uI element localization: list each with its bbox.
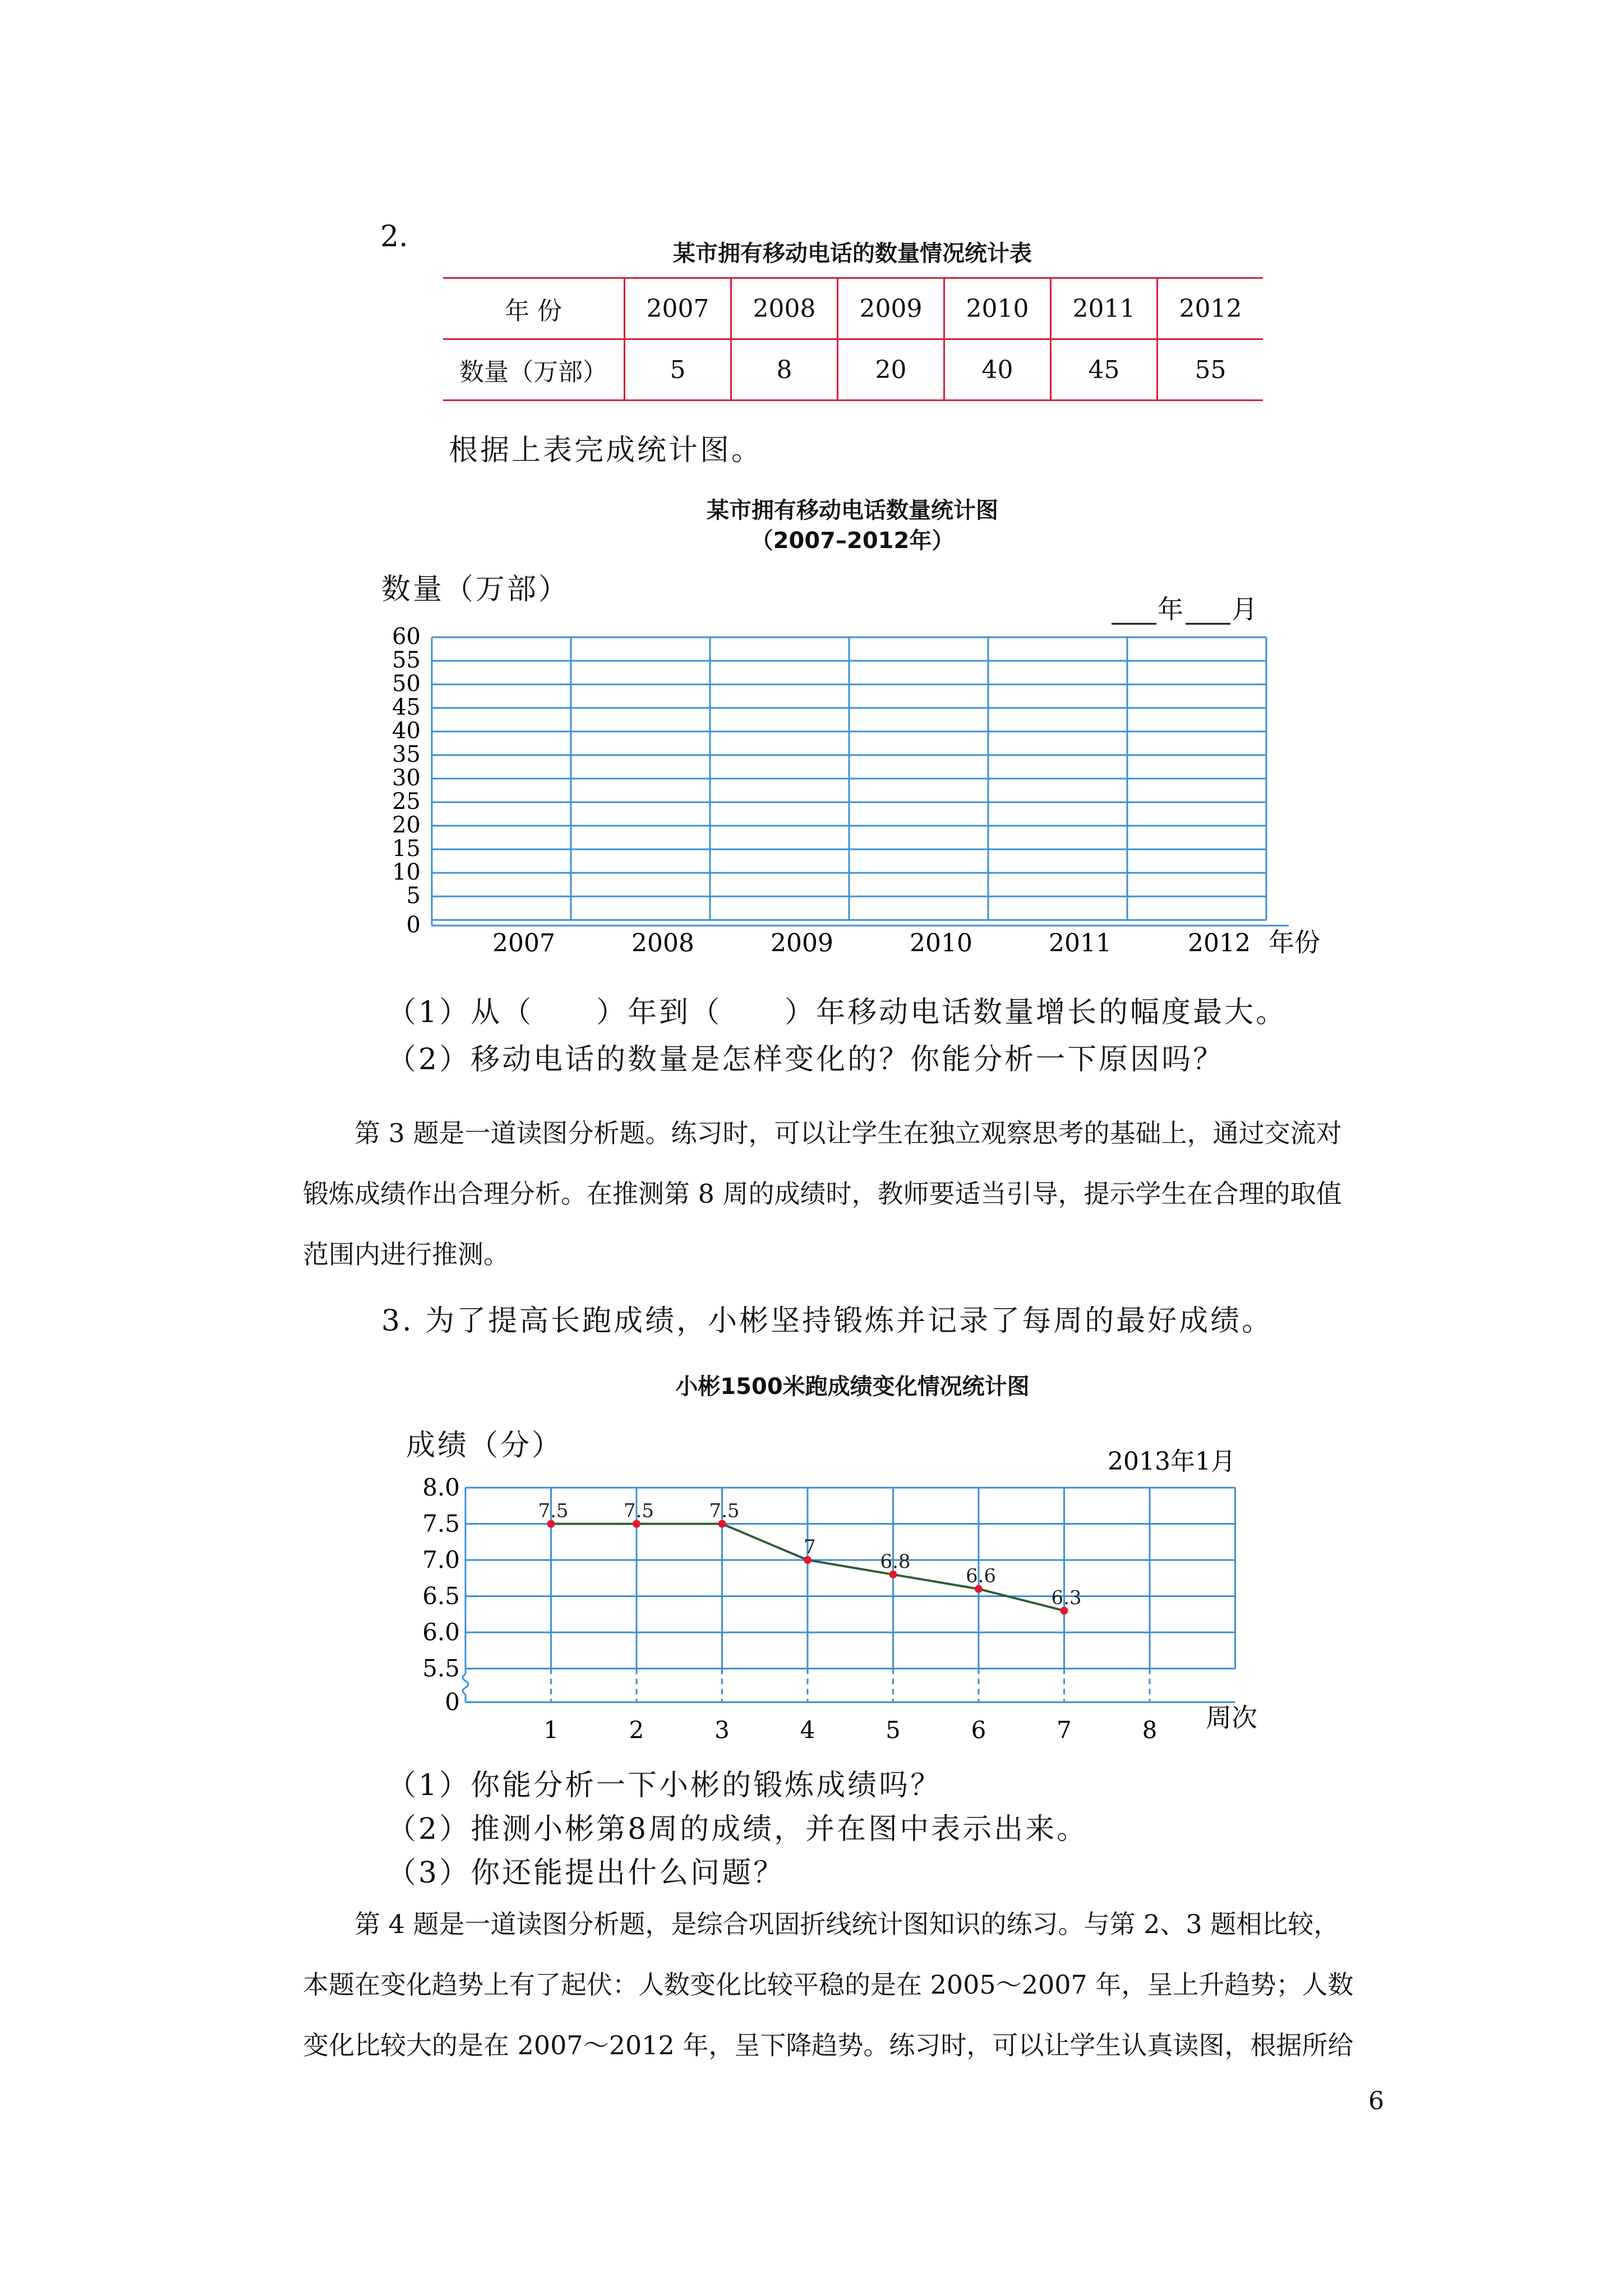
- data-label: 6.8: [880, 1550, 911, 1573]
- date-month-suffix: 月: [1232, 594, 1257, 624]
- data-label: 6.3: [1051, 1586, 1082, 1609]
- x-tick-label: 4: [800, 1716, 815, 1744]
- guide4-line: 本题在变化趋势上有了起伏：人数变化比较平稳的是在 2005～2007 年，呈上升趋势；人数: [303, 1970, 1354, 2000]
- data-label: 7.5: [709, 1499, 740, 1522]
- y-tick-label: 7.5: [422, 1510, 460, 1538]
- table-cell: 2010: [944, 278, 1051, 339]
- table-cell: 20: [838, 339, 944, 401]
- axis-break-icon: [463, 1674, 468, 1695]
- table-cell: 40: [944, 339, 1051, 401]
- table-cell: 5: [625, 339, 731, 401]
- table-row-years: [443, 278, 1263, 339]
- guide-paragraph-4: [303, 1894, 1396, 2076]
- table-row-label: 数量（万部）: [443, 339, 625, 401]
- x-tick-label: 2: [629, 1716, 644, 1744]
- q2-stat-table: [443, 277, 1263, 401]
- x-tick-label: 1: [543, 1716, 559, 1744]
- chart1-svg: [370, 583, 1335, 976]
- table-cell: 45: [1051, 339, 1158, 401]
- guide3-line: 锻炼成绩作出合理分析。在推测第 8 周的成绩时，教师要适当引导，提示学生在合理的取值: [303, 1179, 1342, 1209]
- y-tick-label: 15: [392, 836, 421, 862]
- y-tick-label: 45: [392, 694, 421, 720]
- y-tick-label: 6.5: [422, 1582, 460, 1610]
- y-tick-label: 20: [392, 812, 421, 838]
- chart1-title: 某市拥有移动电话数量统计图: [707, 498, 998, 523]
- table-cell: 2008: [731, 278, 838, 339]
- chart2-xlabel: 周次: [1206, 1703, 1257, 1733]
- x-tick-label: 7: [1057, 1716, 1072, 1744]
- guide3-line: 第 3 题是一道读图分析题。练习时，可以让学生在独立观察思考的基础上，通过交流对: [354, 1118, 1342, 1148]
- table-cell: 8: [731, 339, 838, 401]
- data-label: 7: [804, 1536, 816, 1558]
- table-header-label: 年 份: [443, 278, 625, 339]
- chart2-title: 小彬1500米跑成绩变化情况统计图: [675, 1374, 1030, 1400]
- chart1-xlabel: 年份: [1269, 927, 1320, 958]
- y-tick-label: 10: [392, 859, 421, 885]
- x-tick-label: 2009: [771, 929, 833, 958]
- q3-question-1: （1）你能分析一下小彬的锻炼成绩吗？: [387, 1769, 942, 1802]
- y-tick-label: 0: [445, 1688, 460, 1716]
- x-tick-label: 2007: [492, 929, 555, 958]
- q2-instruction: 根据上表完成统计图。: [449, 434, 763, 467]
- table-cell: 55: [1158, 339, 1264, 401]
- y-tick-label: 25: [392, 789, 421, 815]
- chart2-ylabel: 成绩（分）: [406, 1429, 564, 1462]
- q3-intro: 3. 为了提高长跑成绩，小彬坚持锻炼并记录了每周的最好成绩。: [381, 1304, 1274, 1338]
- table-cell: 2012: [1158, 278, 1264, 339]
- y-tick-label: 7.0: [422, 1546, 460, 1573]
- table-cell: 2011: [1051, 278, 1158, 339]
- page-number: 6: [1368, 2087, 1384, 2115]
- data-label: 7.5: [623, 1499, 654, 1522]
- x-tick-label: 2011: [1049, 929, 1112, 958]
- q3-question-3: （3）你还能提出什么问题？: [387, 1856, 785, 1890]
- question-2-number: 2.: [380, 220, 408, 254]
- x-tick-label: 3: [714, 1716, 730, 1744]
- guide4-line: 变化比较大的是在 2007～2012 年，呈下降趋势。练习时，可以让学生认真读图，根据所给: [303, 2030, 1354, 2060]
- guide3-line: 范围内进行推测。: [303, 1239, 509, 1269]
- y-tick-label: 40: [392, 718, 421, 744]
- x-tick-label: 5: [886, 1716, 901, 1744]
- data-label: 6.6: [965, 1565, 997, 1588]
- q2-question-1: （1）从（ ）年到（ ）年移动电话数量增长的幅度最大。: [387, 996, 1288, 1029]
- guide-paragraph-3: [303, 1103, 1396, 1285]
- y-tick-label: 30: [392, 765, 421, 791]
- chart2-svg: [370, 1436, 1335, 1750]
- table-row-values: [443, 339, 1263, 401]
- y-tick-label: 55: [392, 647, 421, 673]
- y-tick-label: 60: [392, 624, 421, 650]
- y-tick-label: 0: [406, 912, 421, 938]
- data-label: 7.5: [538, 1499, 569, 1522]
- date-year-suffix: 年: [1158, 594, 1183, 624]
- y-tick-label: 8.0: [422, 1474, 460, 1501]
- y-tick-label: 5: [406, 883, 421, 909]
- x-tick-label: 6: [971, 1716, 986, 1744]
- x-tick-label: 2008: [631, 929, 694, 958]
- table-cell: 2007: [625, 278, 731, 339]
- y-tick-label: 50: [392, 671, 421, 697]
- q3-question-2: （2）推测小彬第8周的成绩，并在图中表示出来。: [387, 1812, 1089, 1846]
- y-tick-label: 35: [392, 742, 421, 767]
- chart1-ylabel: 数量（万部）: [381, 573, 570, 606]
- q2-question-2: （2）移动电话的数量是怎样变化的？你能分析一下原因吗？: [387, 1043, 1225, 1076]
- y-tick-label: 5.5: [422, 1654, 460, 1682]
- x-tick-label: 8: [1142, 1716, 1158, 1744]
- chart1-subtitle: （2007–2012年）: [750, 528, 955, 554]
- y-tick-label: 6.0: [422, 1618, 460, 1646]
- q2-table-title: 某市拥有移动电话的数量情况统计表: [673, 241, 1032, 266]
- guide4-line: 第 4 题是一道读图分析题，是综合巩固折线统计图知识的练习。与第 2、3 题相比较，: [354, 1909, 1340, 1939]
- chart2-date: 2013年1月: [1108, 1447, 1235, 1476]
- x-tick-label: 2012: [1188, 929, 1251, 958]
- table-cell: 2009: [838, 278, 944, 339]
- x-tick-label: 2010: [910, 929, 972, 958]
